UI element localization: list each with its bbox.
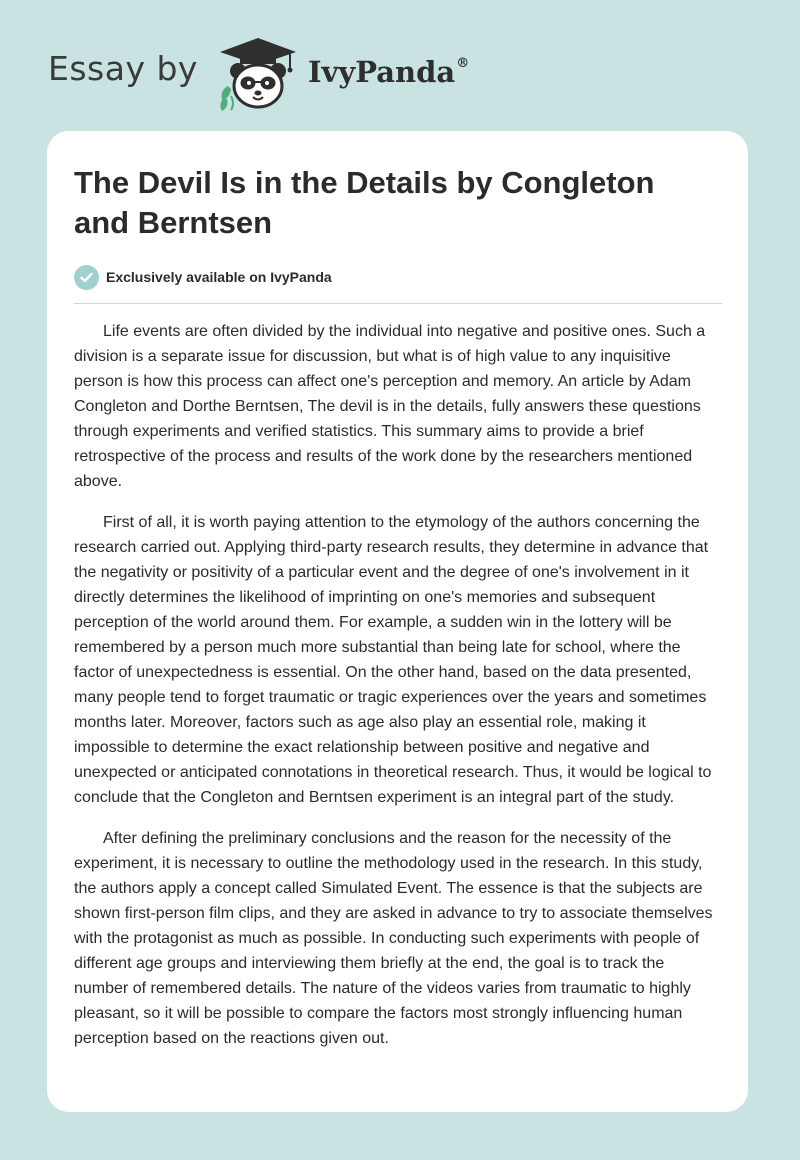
essay-card — [47, 131, 748, 1112]
essay-body — [74, 319, 722, 1067]
exclusive-notice — [74, 264, 332, 290]
essay-paragraph: First of all, it is worth paying attention to the etymology of the authors concerning the research carried out. Applying third-party research results, they determine in advance that the negativity or positivity of a particular event and the degree of one's involvement in it directly determines the likelihood of imprinting on one's memories and subsequent perception of the world around them. For example, a sudden win in the lottery will be remembered by a person much more substantial than being late for school, where the factor of unexpectedness is essential. On the other hand, based on the data presented, many people tend to forget traumatic or tragic experiences over the years and sometimes months later. Moreover, factors such as age also play an essential role, making it impossible to determine the exact relationship between positive and negative and unexpected or anticipated connotations in theoretical research. Thus, it would be logical to conclude that the Congleton and Berntsen experiment is an integral part of the study. — [74, 514, 712, 806]
brand-prefix: Essay by — [48, 48, 198, 88]
essay-paragraph: After defining the preliminary conclusions and the reason for the necessity of the experiment, it is necessary to outline the methodology used in the research. In this study, the authors apply a concept called Simulated Event. The essence is that the subjects are shown first-person film clips, and they are asked in advance to try to associate themselves with the protagonist as much as possible. In conducting such experiments with people of different age groups and interviewing them briefly at the end, the goal is to track the number of remembered details. The nature of the videos varies from traumatic to highly pleasant, so it will be possible to compare the factors most strongly influencing human perception based on the reactions given out. — [74, 830, 713, 1047]
essay-paragraph: Life events are often divided by the individual into negative and positive ones. Such a division is a separate issue for discussion, but what is of high value to any inquisitive person is how this process can affect one's perception and memory. An article by Adam Congleton and Dorthe Berntsen, The devil is in the details, fully answers these questions through experiments and verified statistics. This summary aims to provide a brief retrospective of the process and results of the work done by the researchers mentioned above. — [74, 323, 706, 490]
divider — [74, 303, 722, 304]
check-icon — [74, 265, 99, 290]
essay-title: The Devil Is in the Details by Congleton and Berntsen — [74, 165, 655, 240]
panda-graduation-cap-icon — [214, 36, 302, 112]
brand-name: IvyPanda® — [307, 55, 470, 89]
site-brand[interactable] — [48, 34, 469, 114]
exclusive-label: Exclusively available on IvyPanda — [106, 269, 332, 285]
